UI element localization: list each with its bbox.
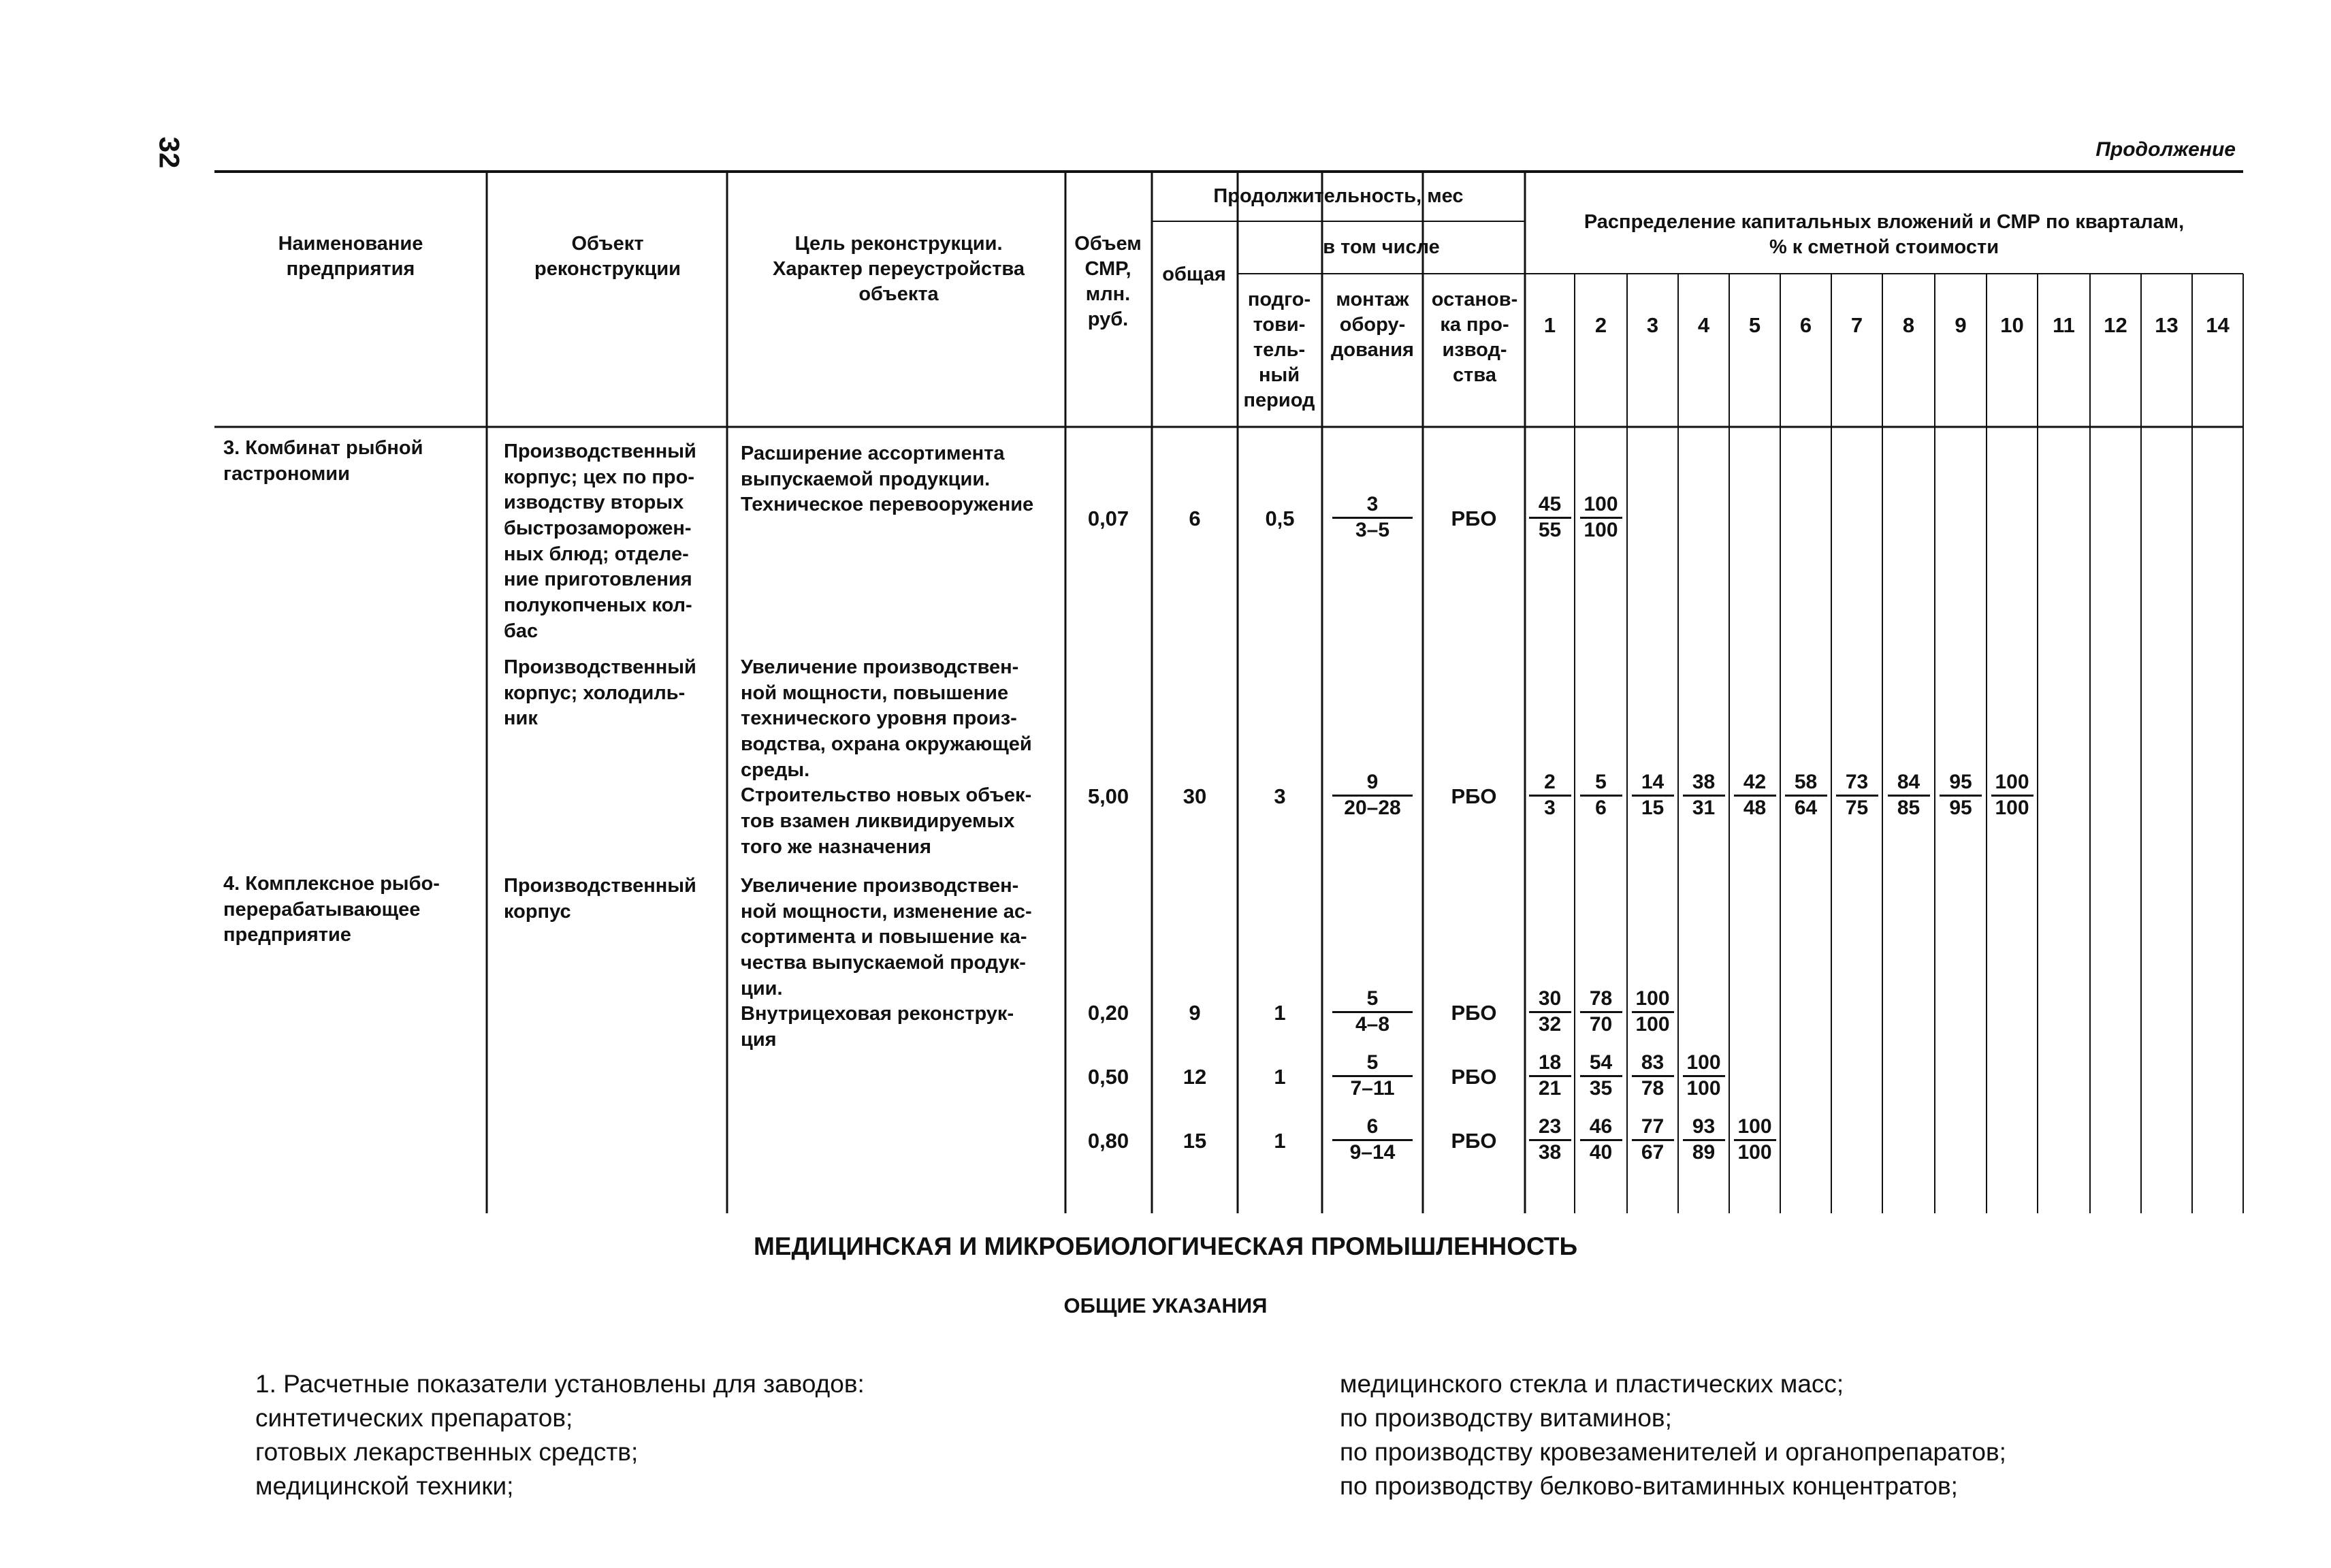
fraction-numerator: 6 [1332,1115,1413,1141]
row-2-object: Производственный корпус; холодиль- ник [504,656,696,730]
header-object: Объект реконструкции [534,233,681,281]
quarter-fraction [1632,771,1674,820]
fraction-denominator: 32 [1538,1012,1562,1036]
continuation-label: Продолжение [2095,138,2236,161]
fraction-denominator: 48 [1743,796,1767,819]
fraction-denominator: 3–5 [1355,518,1390,541]
fraction-numerator: 23 [1529,1115,1571,1141]
fraction-denominator: 55 [1538,518,1562,541]
production-stop: РБО [1451,1001,1497,1025]
total-duration: 15 [1183,1129,1207,1153]
fraction-numerator: 84 [1888,771,1930,797]
fraction-numerator: 9 [1332,771,1413,797]
prep-period: 1 [1274,1065,1286,1089]
volume-value: 0,80 [1087,1129,1129,1153]
list-item: медицинской техники; [255,1472,514,1500]
total-duration: 30 [1183,784,1207,808]
fraction-denominator: 78 [1641,1076,1665,1100]
fraction-numerator: 18 [1529,1051,1571,1077]
quarter-fraction [1991,771,2033,820]
header-quarter: 10 [2000,313,2024,337]
quarter-fraction [1940,771,1982,820]
fraction-denominator: 31 [1692,796,1716,819]
quarter-fraction [1632,1051,1674,1100]
quarter-fraction [1632,1115,1674,1164]
fraction-denominator: 100 [1686,1076,1721,1100]
prep-period: 1 [1274,1129,1286,1153]
quarter-fraction [1580,1051,1622,1100]
header-quarter: 9 [1955,313,1967,337]
fraction-denominator: 3 [1544,796,1556,819]
quarter-fraction [1836,771,1878,820]
fraction-denominator: 7–11 [1350,1076,1395,1100]
fraction-denominator: 95 [1949,796,1972,819]
fraction-denominator: 100 [1737,1140,1772,1164]
header-duration: Продолжительность, мес [1213,185,1464,207]
fraction-denominator: 100 [1584,518,1618,541]
mounting-fraction [1332,987,1413,1036]
quarter-fraction [1529,493,1571,542]
fraction-numerator: 100 [1991,771,2033,797]
fraction-numerator: 58 [1785,771,1827,797]
list-item: медицинского стекла и пластических масс; [1340,1370,1844,1398]
fraction-denominator: 100 [1995,796,2029,819]
header-total: общая [1162,263,1226,285]
fraction-numerator: 93 [1683,1115,1725,1141]
header-quarter: 5 [1748,313,1761,337]
fraction-numerator: 100 [1632,987,1674,1013]
fraction-numerator: 46 [1580,1115,1622,1141]
fraction-denominator: 70 [1589,1012,1613,1036]
fraction-denominator: 64 [1794,796,1818,819]
fraction-numerator: 77 [1632,1115,1674,1141]
row-1-object: Производственный корпус; цех по про- изводству вторых быстрозаморожен- ных блюд; отделе- ние приготовления полукопченых кол- бас [504,441,696,642]
fraction-denominator: 15 [1641,796,1665,819]
header-quarter: 12 [2104,313,2127,337]
quarter-fraction [1580,987,1622,1036]
fraction-denominator: 6 [1595,796,1607,819]
fraction-numerator: 45 [1529,493,1571,519]
header-quarter: 8 [1902,313,1915,337]
quarter-fraction [1785,771,1827,820]
fraction-numerator: 78 [1580,987,1622,1013]
header-quarter: 1 [1543,313,1556,337]
list-item: по производству белково-витаминных концентратов; [1340,1472,1958,1500]
fraction-numerator: 5 [1332,1051,1413,1077]
quarter-fraction [1734,1115,1776,1164]
quarter-fraction [1529,1115,1571,1164]
volume-value: 0,20 [1087,1001,1129,1025]
header-quarter: 14 [2206,313,2230,337]
header-including: в том числе [1323,236,1440,258]
header-prep: подго- тови- тель- ный период [1243,289,1315,412]
list-item: готовых лекарственных средств; [255,1438,639,1466]
total-duration: 6 [1189,507,1201,530]
volume-value: 0,50 [1087,1065,1129,1089]
fraction-denominator: 85 [1897,796,1920,819]
fraction-numerator: 95 [1940,771,1982,797]
fraction-numerator: 14 [1632,771,1674,797]
production-stop: РБО [1451,784,1497,808]
fraction-denominator: 40 [1589,1140,1613,1164]
page-number: 32 [153,136,186,169]
fraction-denominator: 67 [1641,1140,1665,1164]
fraction-numerator: 30 [1529,987,1571,1013]
quarter-fraction [1888,771,1930,820]
header-quarter: 6 [1799,313,1812,337]
fraction-denominator: 20–28 [1344,796,1401,819]
section-title: МЕДИЦИНСКАЯ И МИКРОБИОЛОГИЧЕСКАЯ ПРОМЫШЛЕННОСТЬ [753,1232,1578,1260]
mounting-fraction [1332,1115,1413,1164]
fraction-denominator: 75 [1845,796,1869,819]
list-item: по производству кровезаменителей и органопрепаратов; [1340,1438,2006,1466]
quarter-fraction [1683,1051,1725,1100]
mounting-fraction [1332,771,1413,820]
fraction-numerator: 5 [1332,987,1413,1013]
section-subtitle: ОБЩИЕ УКАЗАНИЯ [1063,1294,1268,1317]
fraction-numerator: 38 [1683,771,1725,797]
header-enterprise: Наименование предприятия [278,233,423,281]
fraction-numerator: 100 [1683,1051,1725,1077]
quarter-fraction [1734,771,1776,820]
mounting-fraction [1332,1051,1413,1100]
fraction-numerator: 100 [1580,493,1622,519]
fraction-numerator: 100 [1734,1115,1776,1141]
fraction-denominator: 21 [1538,1076,1562,1100]
header-distribution: Распределение капитальных вложений и СМР по кварталам, % к сметной стоимости [1584,211,2185,259]
prep-period: 0,5 [1265,507,1295,530]
quarter-fraction [1529,987,1571,1036]
prep-period: 1 [1274,1001,1286,1025]
quarter-fraction [1580,1115,1622,1164]
fraction-numerator: 83 [1632,1051,1674,1077]
fraction-denominator: 89 [1692,1140,1716,1164]
quarter-fraction [1529,1051,1571,1100]
header-quarter: 2 [1594,313,1607,337]
production-stop: РБО [1451,507,1497,530]
volume-value: 5,00 [1087,784,1129,808]
row-2-goal: Увеличение производствен- ной мощности, повышение технического уровня произ- водства, охрана окружающей среды. Строительство новых объек- тов взамен ликвидируемых того же назначения [741,656,1032,858]
list-item: по производству витаминов; [1340,1404,1672,1432]
header-mount: монтаж обору- дования [1331,289,1414,362]
list-item: 1. Расчетные показатели установлены для заводов: [255,1370,865,1398]
fraction-denominator: 38 [1538,1140,1562,1164]
total-duration: 9 [1189,1001,1201,1025]
header-volume: Объем СМР, млн. руб. [1074,233,1142,331]
total-duration: 12 [1183,1065,1207,1089]
quarter-fraction [1683,1115,1725,1164]
header-quarter: 11 [2053,313,2075,337]
fraction-denominator: 9–14 [1349,1140,1396,1164]
row-3-object: Производственный корпус [504,875,696,923]
header-quarter: 4 [1697,313,1710,337]
header-quarter: 7 [1850,313,1863,337]
fraction-numerator: 2 [1529,771,1571,797]
enterprise-4: 4. Комплексное рыбо- перерабатывающее предприятие [223,873,440,946]
quarter-fraction [1580,771,1622,820]
enterprise-3: 3. Комбинат рыбной гастрономии [223,437,423,485]
quarter-fraction [1529,771,1571,820]
fraction-denominator: 100 [1635,1012,1670,1036]
list-item: синтетических препаратов; [255,1404,573,1432]
volume-value: 0,07 [1087,507,1129,530]
fraction-numerator: 42 [1734,771,1776,797]
quarter-fraction [1580,493,1622,542]
quarter-fraction [1632,987,1674,1036]
header-quarter: 13 [2155,313,2179,337]
production-stop: РБО [1451,1065,1497,1089]
fraction-numerator: 73 [1836,771,1878,797]
prep-period: 3 [1274,784,1286,808]
header-stop: останов- ка про- извод- ства [1431,289,1518,387]
mounting-fraction [1332,493,1413,542]
header-quarter: 3 [1646,313,1659,337]
row-3-goal: Увеличение производствен- ной мощности, изменение ас- сортимента и повышение ка- чества выпускаемой продук- ции. Внутрицеховая реконструк- ция [741,875,1032,1051]
factory-list-right [1340,1367,2259,1503]
factory-list-left [255,1367,1276,1503]
header-goal: Цель реконструкции. Характер переустройства объекта [773,233,1025,306]
fraction-numerator: 54 [1580,1051,1622,1077]
fraction-denominator: 4–8 [1355,1012,1390,1036]
fraction-numerator: 5 [1580,771,1622,797]
row-1-goal: Расширение ассортимента выпускаемой продукции. Техническое перевооружение [741,443,1034,516]
fraction-numerator: 3 [1332,493,1413,519]
fraction-denominator: 35 [1589,1076,1613,1100]
production-stop: РБО [1451,1129,1497,1153]
quarter-fraction [1683,771,1725,820]
